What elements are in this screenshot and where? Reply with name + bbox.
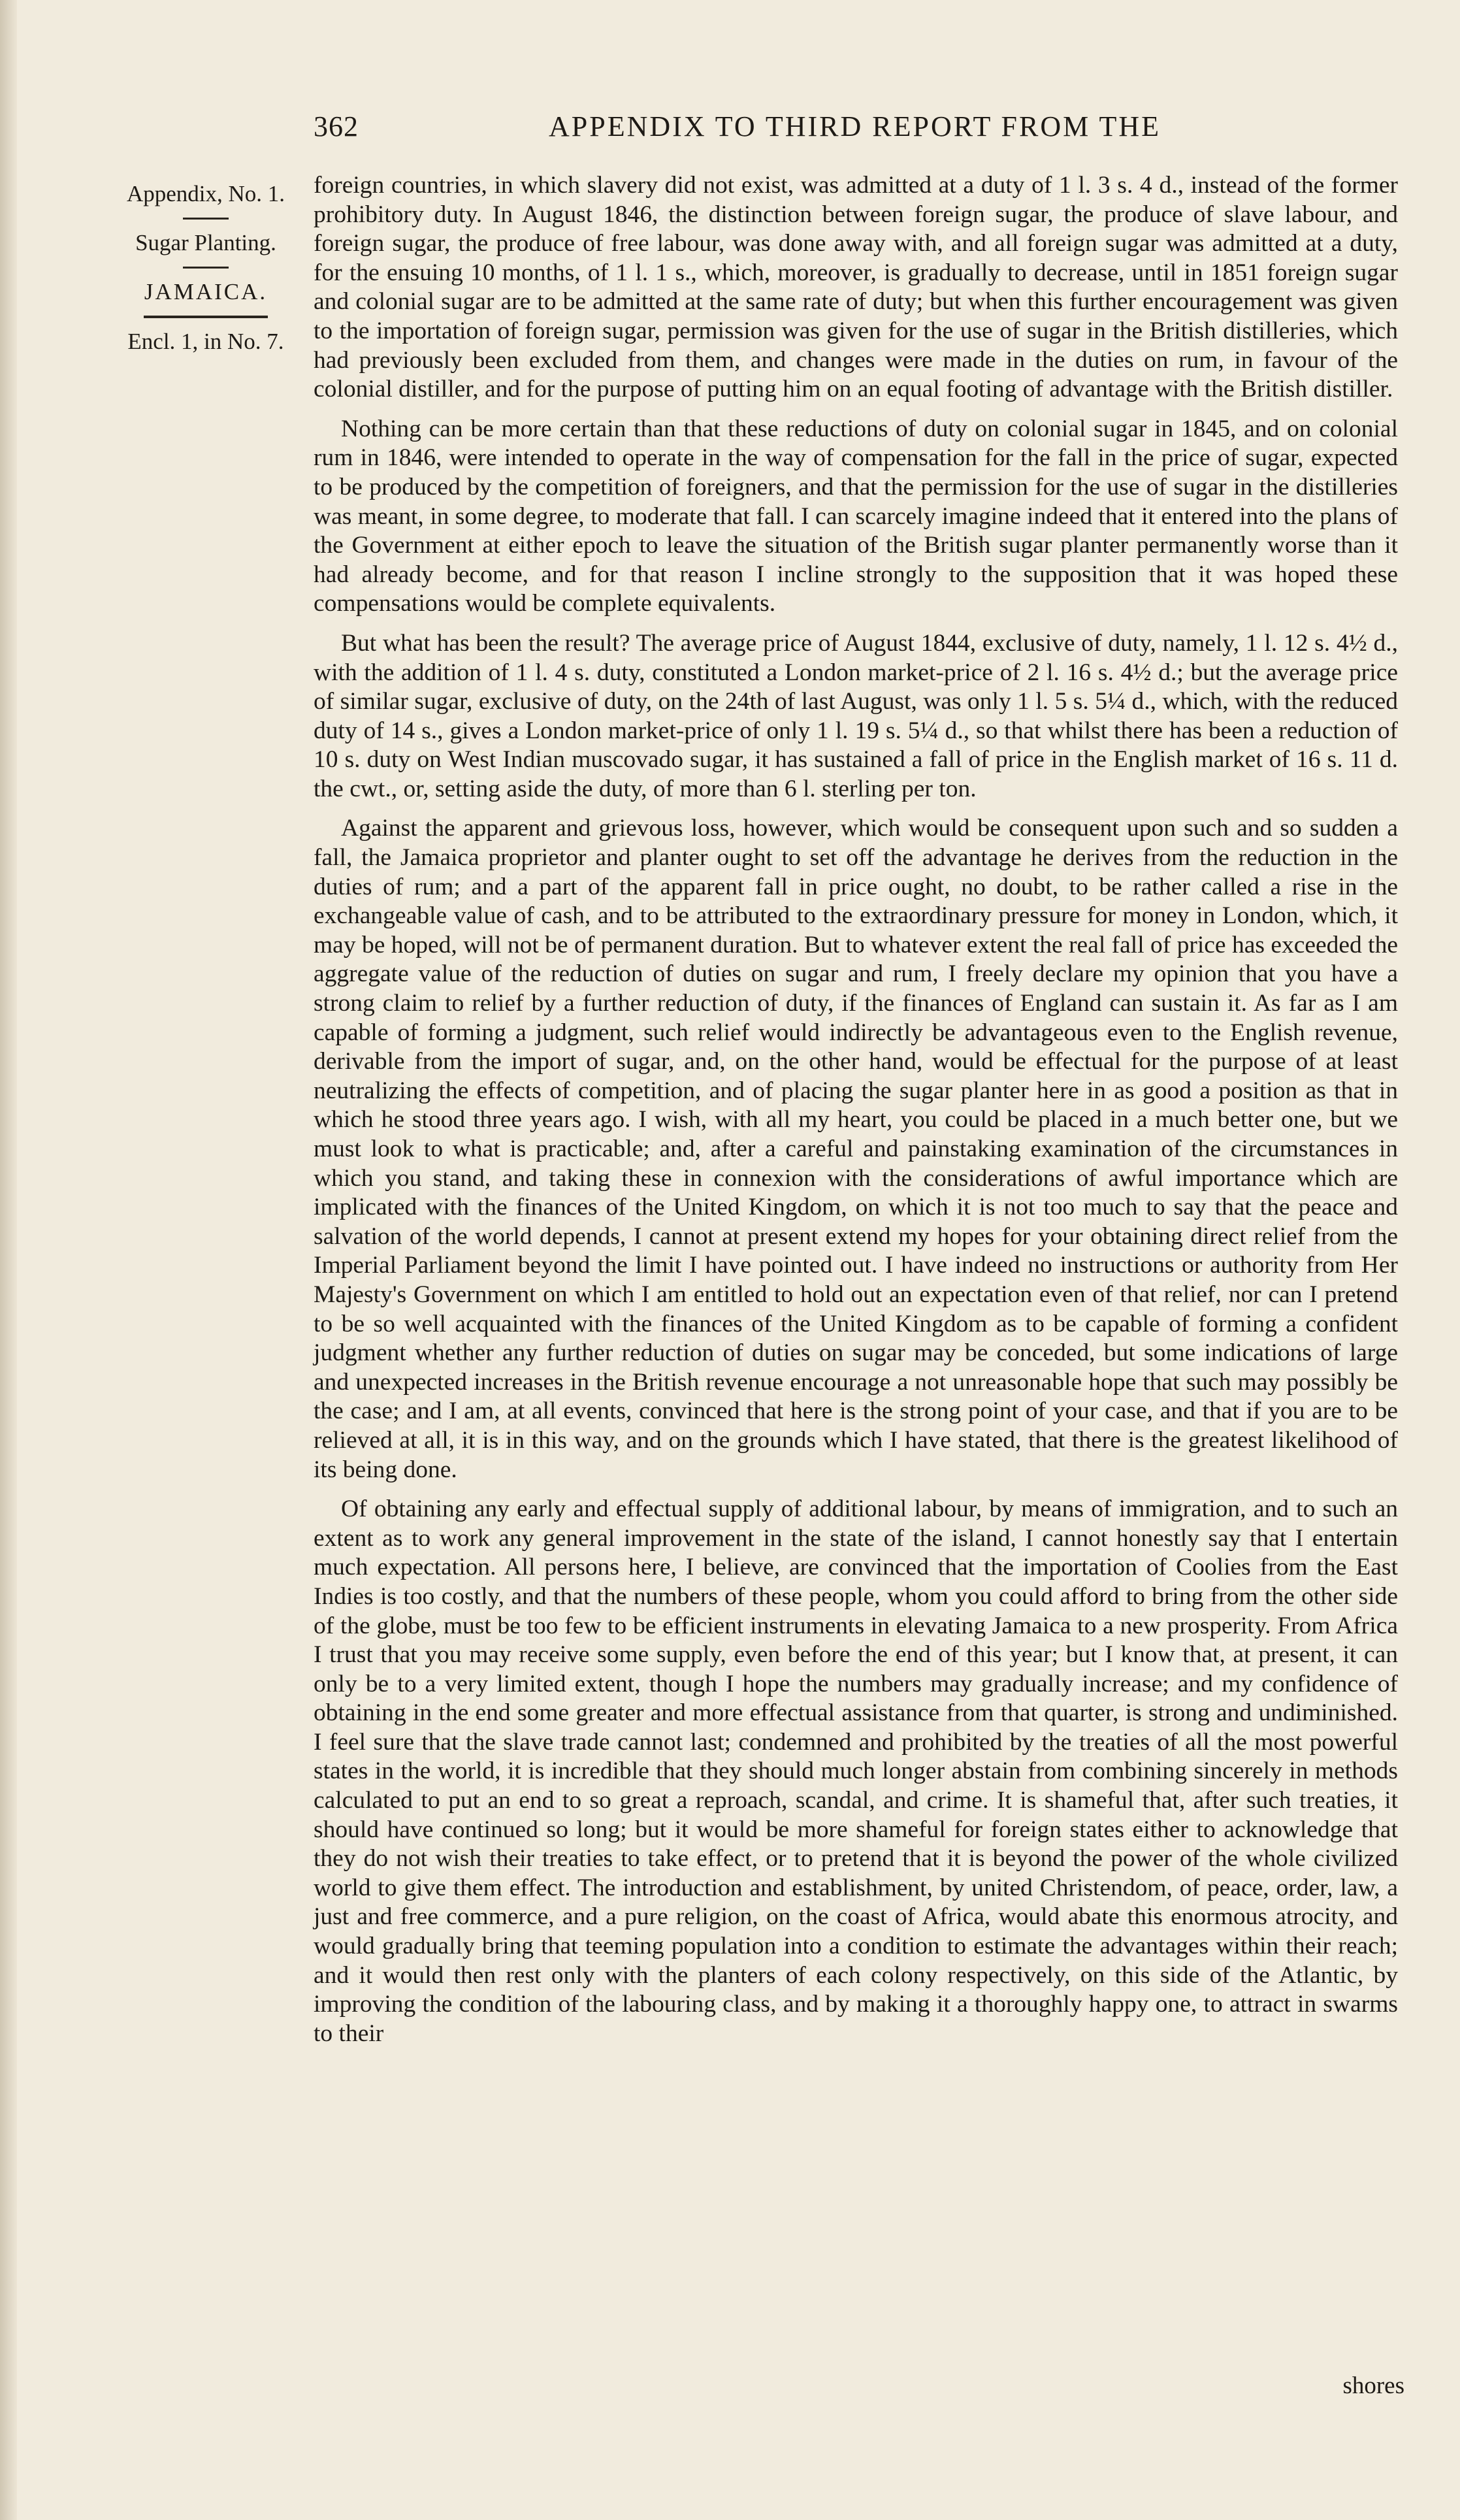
running-head: APPENDIX TO THIRD REPORT FROM THE (549, 110, 1161, 142)
paragraph: Nothing can be more certain than that these reductions of duty on colonial sugar in 1845, and on colonial rum in 1846, were intended to operate in the way of compensation for the fall in the price of sugar, expected to be produced by the competition of foreigners, and that the permission for the use of sugar in the distilleries was meant, in some degree, to moderate that fall. I can scarcely imagine indeed that it entered into the plans of the Government at either epoch to leave the situation of the British sugar planter permanently worse than it had already become, and for that reason I incline strongly to the supposition that it was hoped these compensations would be complete equivalents. (314, 415, 1398, 617)
catchword: shores (1342, 2372, 1404, 2399)
body-text (314, 171, 1398, 2059)
page-number: 362 (314, 110, 359, 142)
paragraph: Against the apparent and grievous loss, however, which would be consequent upon such and so sudden a fall, the Jamaica proprietor and planter ought to set off the advantage he derives from the reduction in the duties of rum; and a part of the apparent fall in price ought, no doubt, to be rather called a rise in the exchangeable value of cash, and to be attributed to the extraordinary pressure for money in London, which, it may be hoped, will not be of permanent duration. But to whatever extent the real fall of price has exceeded the aggregate value of the reduction of duties on sugar and rum, I freely declare my opinion that you have a strong claim to relief by a further reduction of duty, if the finances of England can sustain it. As far as I am capable of forming a judgment, such relief would indirectly be advantageous even to the English revenue, derivable from the import of sugar, and, on the other hand, would be effectual for the purpose of at least neutralizing the effects of competition, and of placing the sugar planter here in as good a position as that in which he stood three years ago. I wish, with all my heart, you could be placed in a much better one, but we must look to what is practicable; and, after a careful and painstaking examination of the circumstances in which you stand, and taking these in connexion with the considerations of awful importance which are implicated with the finances of the United Kingdom, on which it is not too much to say that the peace and salvation of the world depends, I cannot at present extend my hopes for your obtaining direct relief from the Imperial Parliament beyond the limit I have pointed out. I have indeed no instructions or authority from Her Majesty's Government on which I am entitled to hold out an expectation even of that relief, nor can I pretend to be so well acquainted with the finances of the United Kingdom as to be capable of forming a confident judgment whether any further reduction of duties on sugar may be conceded, but some indications of large and unexpected increases in the British revenue encourage a not unreasonable hope that such may possibly be the case; and I am, at all events, convinced that here is the strong point of your case, and that if you are to be relieved at all, it is in this way, and on the grounds which I have stated, that there is the greatest likelihood of its being done. (314, 815, 1398, 1483)
margin-notes (98, 178, 314, 358)
page-edge (0, 0, 17, 2520)
page-header (314, 110, 1424, 155)
margin-rule (183, 218, 229, 220)
paragraph: But what has been the result? The average price of August 1844, exclusive of duty, namely, 1 l. 12 s. 4½ d., with the addition of 1 l. 4 s. duty, constituted a London market-price of 2 l. 16 s. 4½ d.; but the average price of similar sugar, exclusive of duty, on the 24th of last August, was only 1 l. 5 s. 5¼ d., which, with the reduced duty of 14 s., gives a London market-price of only 1 l. 19 s. 5¼ d., so that whilst there has been a reduction of 10 s. duty on West Indian muscovado sugar, it has sustained a fall of price in the English market of 16 s. 11 d. the cwt., or, setting aside the duty, of more than 6 l. sterling per ton. (314, 629, 1398, 802)
margin-rule (183, 267, 229, 269)
margin-topic: Sugar Planting. (135, 230, 276, 255)
paragraph: Of obtaining any early and effectual supply of additional labour, by means of immigration, and to such an extent as to work any general improvement in the state of the island, I cannot honestly say that I entertain much expectation. All persons here, I believe, are convinced that the importation of Coolies from the East Indies is too costly, and that the numbers of these people, whom you could afford to bring from the other side of the globe, must be too few to be efficient instruments in elevating Jamaica to a new prosperity. From Africa I trust that you may receive some supply, even before the end of this year; but I know that, at present, it can only be to a very limited extent, though I hope the numbers may gradually increase; and my confidence of obtaining in the end some greater and more effectual assistance from that quarter, is strong and undiminished. I feel sure that the slave trade cannot last; condemned and prohibited by the treaties of all the most powerful states in the world, it is incredible that they should much longer abstain from combining sincerely in methods calculated to put an end to so great a reproach, scandal, and crime. It is shameful that, after such treaties, it should have continued so long; but it would be more shameful for foreign states either to acknowledge that they do not wish their treaties to take effect, or to pretend that it is beyond the power of the whole civilized world to give them effect. The introduction and establishment, by united Christendom, of peace, order, law, a just and free commerce, and a pure religion, on the coast of Africa, would abate this enormous atrocity, and would gradually bring that teeming population into a condition to estimate the advantages within their reach; and it would then rest only with the planters of each colony respectively, on this side of the Atlantic, by improving the condition of the labouring class, and by making it a thoroughly happy one, to attract in swarms to their (314, 1496, 1398, 2047)
margin-enclosure: Encl. 1, in No. 7. (127, 329, 284, 354)
margin-colony: JAMAICA. (144, 279, 268, 304)
margin-rule (144, 316, 268, 318)
margin-appendix: Appendix, No. 1. (126, 181, 285, 206)
paragraph: foreign countries, in which slavery did not exist, was admitted at a duty of 1 l. 3 s. 4 d., instead of the former prohibitory duty. In August 1846, the distinction between foreign sugar, the produce of slave labour, and foreign sugar, the produce of free labour, was done away with, and all foreign sugar was admitted at a duty, for the ensuing 10 months, of 1 l. 1 s., which, moreover, is gradually to decrease, until in 1851 foreign sugar and colonial sugar are to be admitted at the same rate of duty; but when this further encouragement was given to the importation of foreign sugar, permission was given for the use of sugar in the British distilleries, which had previously been excluded from them, and changes were made in the duties on rum, in favour of the colonial distiller, and for the purpose of putting him on an equal footing of advantage with the British distiller. (314, 172, 1398, 403)
